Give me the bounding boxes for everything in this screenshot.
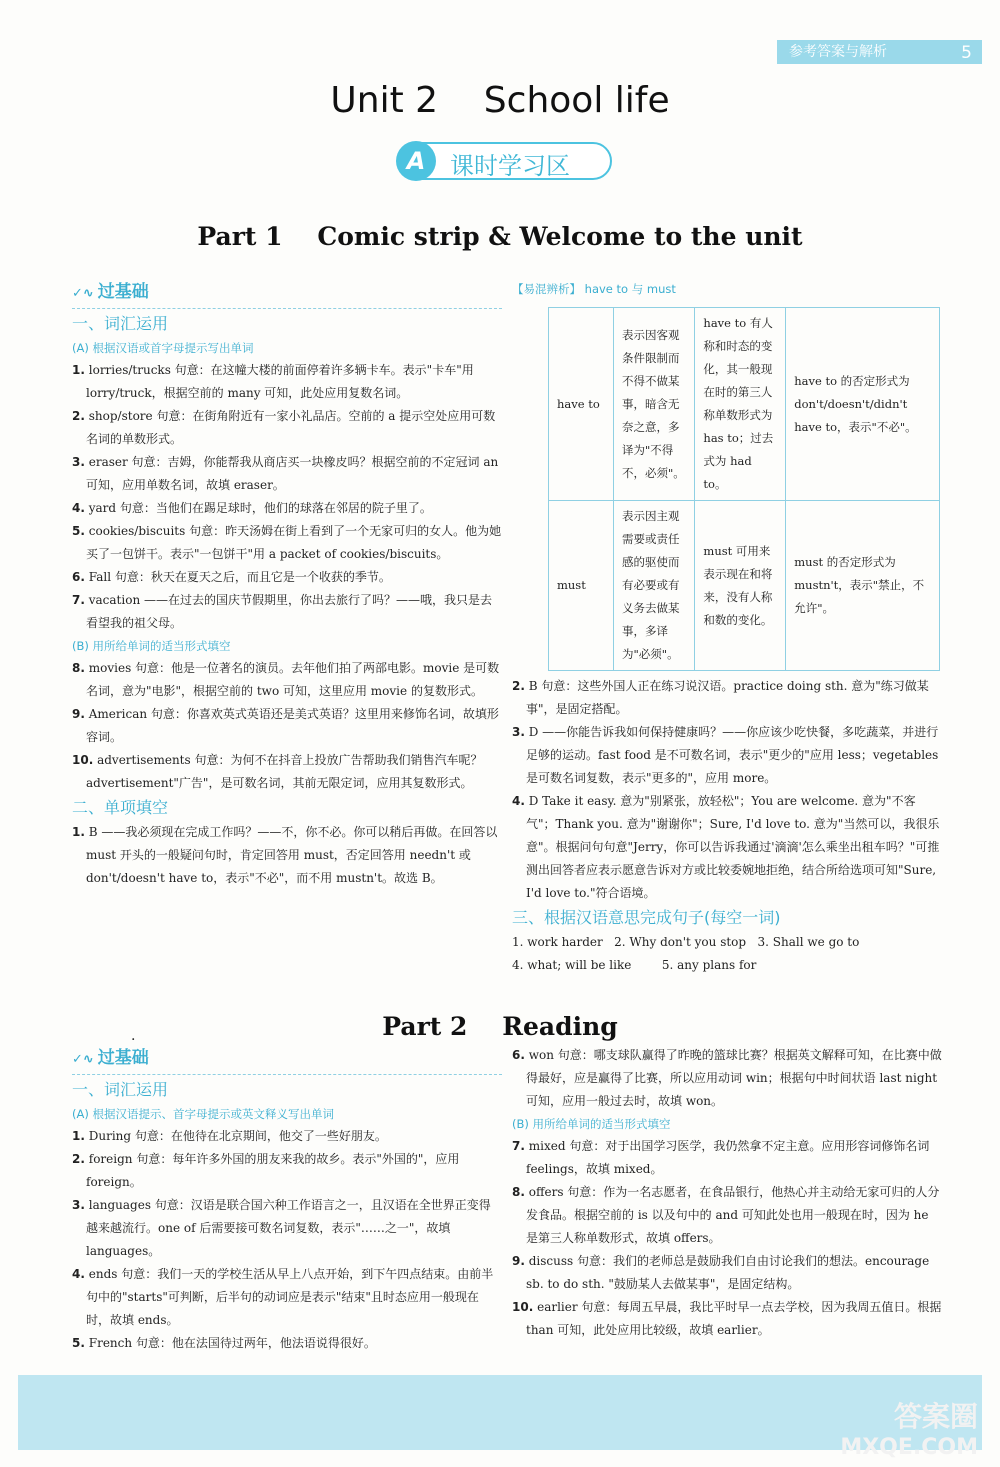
vocab-subheading-b: (B) 用所给单词的适当形式填空 <box>72 639 231 653</box>
table-cell: have to 的否定形式为 don't/doesn't/didn't have to，表示"不必"。 <box>786 308 940 501</box>
table-cell: must 可用来表示现在和将来，没有人称和数的变化。 <box>695 501 786 671</box>
watermark-logo: 答案圈 <box>893 1400 978 1433</box>
part2-title: Part 2 Reading <box>382 1012 618 1041</box>
table-cell: have to 有人称和时态的变化，其一般现在时的第三人称单数形式为 has to；过去式为 had to。 <box>695 308 786 501</box>
compare-table <box>548 307 940 671</box>
unit-title: Unit 2 School life <box>330 80 670 121</box>
table-cell: 表示因客观条件限制而不得不做某事，暗含无奈之意，多译为"不得不，必须"。 <box>614 308 695 501</box>
single-choice-heading: 二、单项填空 <box>72 798 169 817</box>
vocab-heading: 一、词汇运用 <box>72 1080 169 1099</box>
stray-dot: . <box>131 1028 136 1044</box>
answer-item: 5. French 句意：他在法国待过两年，他法语说得很好。 <box>72 1336 376 1350</box>
answer-item: 2. foreign 句意：每年许多外国的朋友来我的故乡。表示"外国的"，应用 foreign。 <box>72 1152 460 1189</box>
answer-item: 4. yard 句意：当他们在踢足球时，他们的球落在邻居的院子里了。 <box>72 501 432 515</box>
section-a-label: 课时学习区 <box>450 152 570 180</box>
answer-item: 2. shop/store 句意：在街角附近有一家小礼品店。空前的 a 提示空处应用可数名词的单数形式。 <box>72 409 496 446</box>
part1-right-column <box>512 278 944 977</box>
answer-item: 1. B ——我必须现在完成工作吗？——不，你不必。你可以稍后再做。在回答以 must 开头的一般疑问句时，肯定回答用 must，否定回答用 needn't 或 don't/doesn't have to，表示"不必"，而不用 mustn't。故选 B。 <box>72 825 498 885</box>
part1-left-column <box>72 278 502 890</box>
part1-section-head: ✓∿ 过基础 <box>72 278 502 309</box>
section-a-badge: A <box>396 141 436 181</box>
table-cell: must 的否定形式为 mustn't，表示"禁止，不允许"。 <box>786 501 940 671</box>
answer-item: 4. D Take it easy. 意为"别紧张，放轻松"；You are welcome. 意为"不客气"；Thank you. 意为"谢谢你"；Sure, I'd love to. 意为"当然可以，我很乐意"。根据问句句意"Jerry，你可以告诉我通过'滴滴'怎么乘坐出租车吗？"可推测出回答者应表示愿意告诉对方或比较委婉地拒绝，结合所给选项可知"Sure, I'd love to."符合语境。 <box>512 794 940 900</box>
answer-item: 3. languages 句意：汉语是联合国六种工作语言之一，且汉语在全世界正变得越来越流行。one of 后需要接可数名词复数，表示"……之一"，故填 languages。 <box>72 1198 491 1258</box>
answer-item: 1. lorries/trucks 句意：在这幢大楼的前面停着许多辆卡车。表示"卡车"用 lorry/truck，根据空前的 many 可知，此处应用复数名词。 <box>72 363 474 400</box>
check-wave-icon: ✓∿ <box>72 1052 94 1067</box>
section-a-banner <box>398 142 612 180</box>
table-cell: have to <box>549 308 614 501</box>
part1-title: Part 1 Comic strip & Welcome to the unit <box>197 222 803 251</box>
answer-item: 7. vacation ——在过去的国庆节假期里，你出去旅行了吗？——哦，我只是去看望我的祖父母。 <box>72 593 492 630</box>
part2-left-column <box>72 1044 502 1355</box>
vocab-subheading-a: (A) 根据汉语或首字母提示写出单词 <box>72 341 254 355</box>
answer-item: 6. Fall 句意：秋天在夏天之后，而且它是一个收获的季节。 <box>72 570 391 584</box>
answer-item: 8. offers 句意：作为一名志愿者，在食品银行，他热心并主动给无家可归的人分发食品。根据空前的 is 以及句中的 and 可知此处也用一般现在时，因为 he 是第三人称单数形式，故填 offers。 <box>512 1185 940 1245</box>
watermark <box>840 1395 978 1460</box>
table-cell: must <box>549 501 614 671</box>
answer-item: 10. earlier 句意：每周五早晨，我比平时早一点去学校，因为我周五值日。根据 than 可知，此处应用比较级，故填 earlier。 <box>512 1300 942 1337</box>
answer-row: 4. what; will be like 5. any plans for <box>512 958 757 972</box>
table-row <box>549 501 940 671</box>
answer-item: 3. eraser 句意：吉姆，你能帮我从商店买一块橡皮吗？根据空前的不定冠词 an 可知，应用单数名词，故填 eraser。 <box>72 455 499 492</box>
answer-row: 1. work harder 2. Why don't you stop 3. Shall we go to <box>512 935 860 949</box>
part2-section-head: ✓∿ 过基础 <box>72 1044 502 1075</box>
answer-item: 7. mixed 句意：对于出国学习医学，我仍然拿不定主意。应用形容词修饰名词 feelings，故填 mixed。 <box>512 1139 930 1176</box>
answer-item: 1. During 句意：在他待在北京期间，他交了一些好朋友。 <box>72 1129 387 1143</box>
table-cell: 表示因主观需要或责任感的驱使而有必要或有义务去做某事，多译为"必须"。 <box>614 501 695 671</box>
vocab-subheading-b: (B) 用所给单词的适当形式填空 <box>512 1117 671 1131</box>
vocab-heading: 一、词汇运用 <box>72 314 169 333</box>
part2-right-column <box>512 1044 944 1342</box>
complete-sentence-heading: 三、根据汉语意思完成句子(每空一词) <box>512 908 781 927</box>
answer-key-tag <box>777 40 982 64</box>
answer-item: 5. cookies/biscuits 句意：昨天汤姆在街上看到了一个无家可归的女人。他为她买了一包饼干。表示"一包饼干"用 a packet of cookies/biscuits。 <box>72 524 502 561</box>
answer-item: 8. movies 句意：他是一位著名的演员。去年他们拍了两部电影。movie 是可数名词，意为"电影"，根据空前的 two 可知，这里应用 movie 的复数形式。 <box>72 661 500 698</box>
answer-item: 3. D ——你能告诉我如何保持健康吗？——你应该少吃快餐，多吃蔬菜，并进行足够的运动。fast food 是不可数名词，表示"更少的"应用 less；vegetables 是可数名词复数，表示"更多的"，应用 more。 <box>512 725 939 785</box>
vocab-subheading-a: (A) 根据汉语提示、首字母提示或英文释义写出单词 <box>72 1107 334 1121</box>
answer-item: 9. discuss 句意：我们的老师总是鼓励我们自由讨论我们的想法。encourage sb. to do sth. "鼓励某人去做某事"，是固定结构。 <box>512 1254 930 1291</box>
table-row <box>549 308 940 501</box>
answer-item: 4. ends 句意：我们一天的学校生活从早上八点开始，到下午四点结束。由前半句中的"starts"可判断，后半句的动词应是表示"结束"且时态应用一般现在时，故填 ends。 <box>72 1267 494 1327</box>
answer-item: 2. B 句意：这些外国人正在练习说汉语。practice doing sth. 意为"练习做某事"，是固定搭配。 <box>512 679 929 716</box>
bottom-band <box>18 1375 982 1450</box>
answer-item: 10. advertisements 句意：为何不在抖音上投放广告帮助我们销售汽车呢？advertisement"广告"，是可数名词，其前无限定词，应用其复数形式。 <box>72 753 483 790</box>
watermark-url: MXQE.COM <box>840 1435 978 1460</box>
compare-label: 【易混辨析】 have to 与 must <box>512 282 676 296</box>
page-logo-icon: 5 <box>961 43 972 63</box>
answer-key-label: 参考答案与解析 <box>789 44 887 60</box>
check-wave-icon: ✓∿ <box>72 286 94 301</box>
answer-item: 9. American 句意：你喜欢英式英语还是美式英语？这里用来修饰名词，故填形容词。 <box>72 707 499 744</box>
answer-item: 6. won 句意：哪支球队赢得了昨晚的篮球比赛？根据英文解释可知，在比赛中做得最好，应是赢得了比赛，所以应用动词 win；根据句中时间状语 last night 可知，应用一般过去时，故填 won。 <box>512 1048 942 1108</box>
